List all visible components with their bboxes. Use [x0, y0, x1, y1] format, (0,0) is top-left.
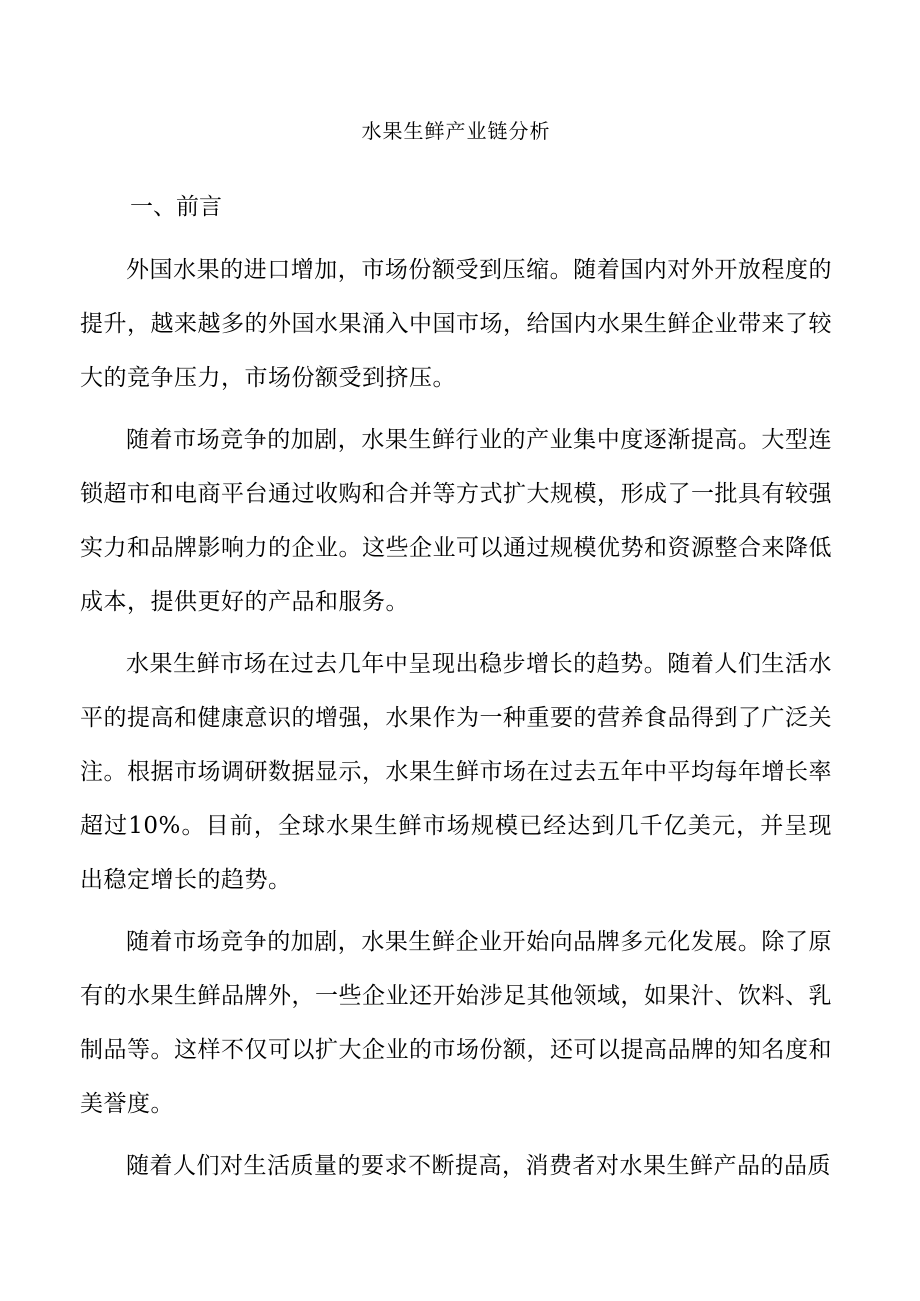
paragraph-brand-diversification: 随着市场竞争的加剧，水果生鲜企业开始向品牌多元化发展。除了原有的水果生鲜品牌外，一些企业还开始涉足其他领域，如果汁、饮料、乳制品等。这样不仅可以扩大企业的市场份额，还可以提高品牌的知名度和美誉度。: [80, 929, 832, 1117]
section-heading-preface: 一、前言: [130, 194, 222, 220]
paragraph-market-growth: 水果生鲜市场在过去几年中呈现出稳步增长的趋势。随着人们生活水平的提高和健康意识的增强，水果作为一种重要的营养食品得到了广泛关注。根据市场调研数据显示，水果生鲜市场在过去五年中平均每年增长率超过10%。目前，全球水果生鲜市场规模已经达到几千亿美元，并呈现出稳定增长的趋势。: [80, 651, 832, 893]
paragraph-quality-demand: 随着人们对生活质量的要求不断提高，消费者对水果生鲜产品的品质: [126, 1153, 831, 1179]
paragraph-foreign-fruit-imports: 外国水果的进口增加，市场份额受到压缩。随着国内对外开放程度的提升，越来越多的外国水果涌入中国市场，给国内水果生鲜企业带来了较大的竞争压力，市场份额受到挤压。: [80, 257, 832, 391]
document-title: 水果生鲜产业链分析: [361, 119, 551, 143]
paragraph-industry-concentration: 随着市场竞争的加剧，水果生鲜行业的产业集中度逐渐提高。大型连锁超市和电商平台通过收购和合并等方式扩大规模，形成了一批具有较强实力和品牌影响力的企业。这些企业可以通过规模优势和资源整合来降低成本，提供更好的产品和服务。: [80, 427, 832, 615]
